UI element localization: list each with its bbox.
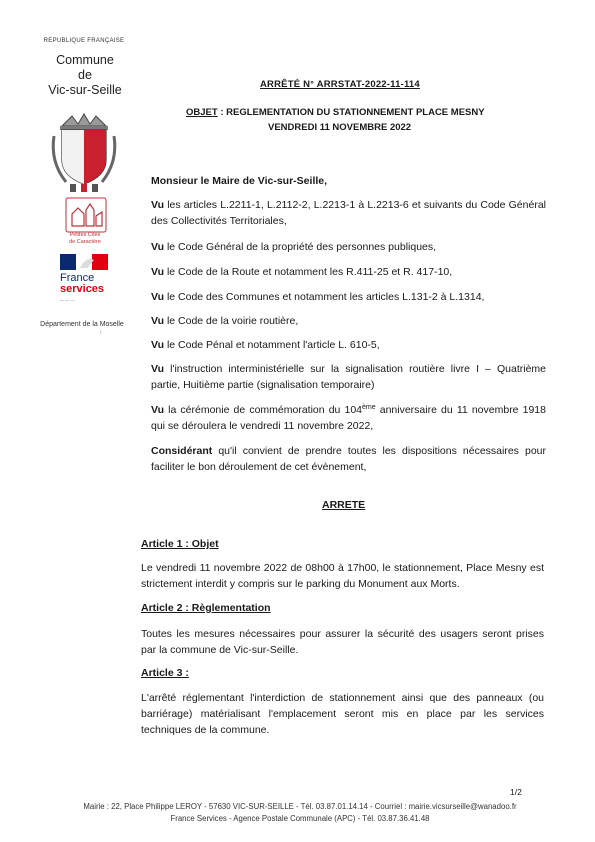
page-number: 1/2: [510, 787, 522, 797]
vu-text: le Code Général de la propriété des personnes publiques,: [164, 241, 437, 253]
vu-paragraph-6: [151, 337, 546, 353]
arrete-heading: ARRETE: [322, 499, 366, 511]
vu-text: les articles L.2211-1, L.2112-2, L.2213-1 à L.2213-6 et suivants du Code Général des Collectivités Territoriales,: [151, 199, 546, 227]
commune-line-3: Vic-sur-Seille: [48, 83, 122, 97]
article-1-title: Article 1 : Objet: [141, 538, 219, 550]
coat-of-arms-logo: [48, 112, 120, 194]
commune-line-2: de: [78, 68, 92, 82]
vu-paragraph-3: [151, 264, 546, 280]
scan-mark: ı: [100, 330, 102, 336]
petites-cites-line-1: Petites Cités: [69, 232, 101, 238]
commune-name: [40, 53, 130, 98]
france-services-title: France: [60, 272, 95, 284]
vu-label: Vu: [151, 339, 165, 351]
departement-label: Département de la Moselle: [40, 321, 124, 328]
article-1-text: Le vendredi 11 novembre 2022 de 08h00 à 17h00, le stationnement, Place Mesny est strictement interdit y compris sur le parking du Monument aux Morts.: [141, 562, 544, 590]
considerant-label: Considérant: [151, 445, 213, 457]
vu-text: le Code Pénal et notamment l'article L. 610-5,: [164, 339, 380, 351]
vu-paragraph-1: [151, 197, 546, 229]
objet-date: VENDREDI 11 NOVEMBRE 2022: [268, 122, 412, 133]
article-2-title: Article 2 : Règlementation: [141, 602, 271, 614]
vu-text: l'instruction interministérielle sur la signalisation routière livre I – Quatrième partie, Huitième partie (signalisation temporaire): [151, 363, 546, 391]
considerant-text: qu'il convient de prendre toutes les dispositions nécessaires pour faciliter le bon déroulement de cet évènement,: [151, 445, 546, 473]
article-3-text: L'arrêté réglementant l'interdiction de stationnement ainsi que des panneaux (ou barriérage) matérialisant l'emplacement seront mis en place par les services techniques de la commune.: [141, 692, 544, 736]
vu-text: le Code des Communes et notamment les articles L.131-2 à L.1314,: [164, 291, 485, 303]
republique-francaise-label: REPUBLIQUE FRANÇAISE: [43, 38, 125, 44]
vu-paragraph-5: [151, 313, 546, 329]
considerant-paragraph: [151, 443, 546, 475]
vu-text-a: la cérémonie de commémoration du 104: [164, 404, 363, 416]
vu-text-b: anniversaire du 11 novembre 1918 qui se déroulera le vendredi 11 novembre 2022,: [151, 404, 546, 432]
vu-paragraph-4: [151, 289, 546, 305]
vu-label: Vu: [151, 266, 165, 278]
vu-label: Vu: [151, 404, 165, 416]
commune-line-1: Commune: [56, 53, 114, 67]
vu-label: Vu: [151, 199, 165, 211]
vu-label: Vu: [151, 291, 165, 303]
france-services-subtitle: services: [60, 283, 105, 295]
marianne-flag-icon: [60, 254, 108, 270]
objet-label: OBJET: [186, 107, 218, 118]
vu-label: Vu: [151, 241, 165, 253]
vu-label: Vu: [151, 363, 165, 375]
vu-paragraph-7: [151, 361, 546, 393]
vu-paragraph-8: [151, 402, 546, 434]
ordinal-superscript: ème: [362, 404, 376, 411]
objet-line: [186, 107, 485, 118]
petites-cites-caption: [50, 232, 120, 246]
footer-services: France Services - Agence Postale Communale (APC) - Tél. 03.87.36.41.48: [170, 814, 430, 823]
arrete-number: ARRÊTÉ N° ARRSTAT-2022-11-114: [260, 79, 420, 90]
france-services-fine-print: — — —: [60, 297, 75, 302]
petites-cites-line-2: de Caractère: [69, 239, 101, 245]
objet-text: : REGLEMENTATION DU STATIONNEMENT PLACE MESNY: [217, 107, 485, 118]
article-3-title: Article 3 :: [141, 667, 189, 679]
maire-heading: Monsieur le Maire de Vic-sur-Seille,: [151, 175, 328, 187]
vu-text: le Code de la voirie routière,: [164, 315, 299, 327]
footer-address: Mairie : 22, Place Philippe LEROY - 57630 VIC-SUR-SEILLE - Tél. 03.87.01.14.14 - Courriel : mairie.vicsurseille@wanadoo.fr: [83, 802, 517, 811]
vu-text: le Code de la Route et notamment les R.411-25 et R. 417-10,: [164, 266, 453, 278]
vu-paragraph-2: [151, 239, 546, 255]
vu-label: Vu: [151, 315, 165, 327]
article-2-text: Toutes les mesures nécessaires pour assurer la sécurité des usagers seront prises par la commune de Vic-sur-Seille.: [141, 628, 544, 656]
